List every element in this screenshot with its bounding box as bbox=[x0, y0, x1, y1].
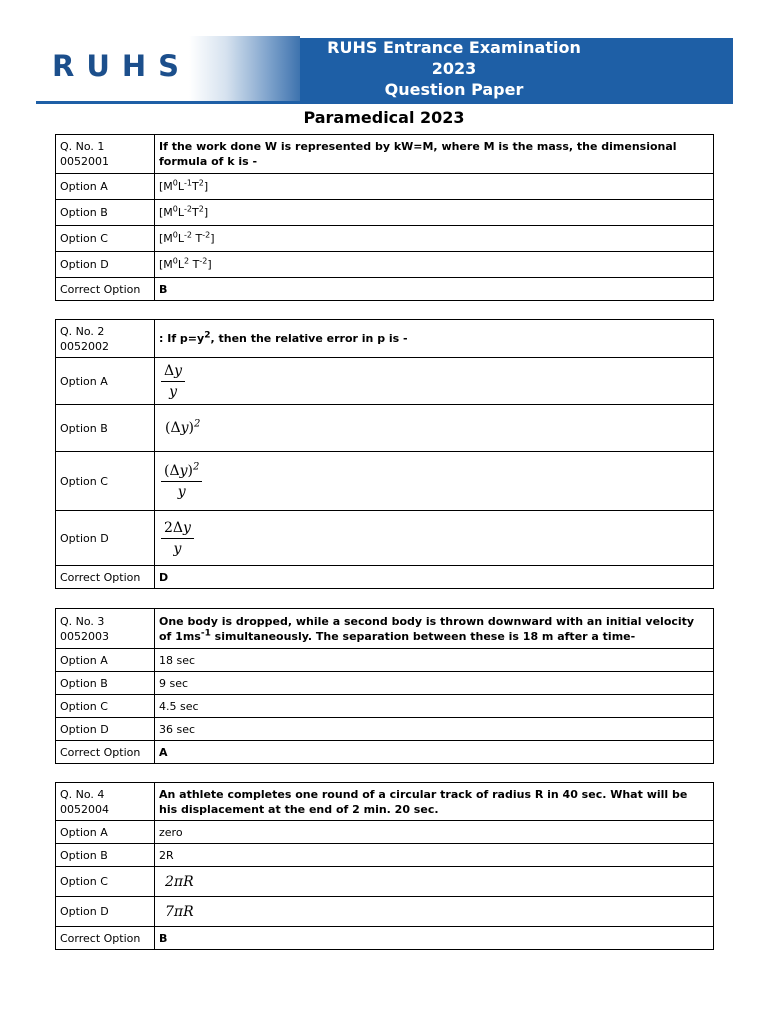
q-no-label: Q. No. bbox=[60, 140, 94, 153]
option-row bbox=[56, 672, 714, 695]
option-row bbox=[56, 452, 714, 511]
exam-title-block bbox=[300, 38, 733, 102]
exam-header bbox=[36, 36, 733, 104]
question-number: 3 bbox=[97, 614, 105, 628]
correct-option-label: Correct Option bbox=[56, 566, 155, 589]
option-row bbox=[56, 511, 714, 566]
option-b-label: Option B bbox=[56, 405, 155, 452]
option-d-value: [$M^0L^2$ $T^{-2}$] bbox=[155, 252, 714, 278]
question-4-table bbox=[55, 782, 714, 950]
correct-option-value: D bbox=[155, 566, 714, 589]
option-d-label: Option D bbox=[56, 718, 155, 741]
q-no-label: Q. No. bbox=[60, 614, 94, 628]
question-number: 2 bbox=[97, 324, 105, 338]
option-c-label: Option C bbox=[56, 226, 155, 252]
exam-title-line1: RUHS Entrance Examination bbox=[327, 38, 581, 57]
correct-option-row bbox=[56, 741, 714, 764]
option-c-value: 4.5 sec bbox=[155, 695, 714, 718]
option-a-label: Option A bbox=[56, 649, 155, 672]
option-row bbox=[56, 405, 714, 452]
option-c-value: [$M^0L^{-2}$ $T^{-2}$] bbox=[155, 226, 714, 252]
option-d-value bbox=[155, 897, 714, 927]
option-row bbox=[56, 718, 714, 741]
question-text: An athlete completes one round of a circular track of radius R in 40 sec. What will be his displacement at the end of 2 min. 20 sec. bbox=[155, 783, 714, 821]
question-1-table bbox=[55, 134, 714, 301]
option-b-label: Option B bbox=[56, 200, 155, 226]
question-text: One body is dropped, while a second body is thrown downward with an initial velocity of $1ms^{-1}$ simultaneously. The separation between these is 18 m after a time- bbox=[155, 609, 714, 649]
paper-title: Paramedical 2023 bbox=[303, 108, 465, 127]
option-b-label: Option B bbox=[56, 844, 155, 867]
correct-option-value: B bbox=[155, 927, 714, 950]
option-d-value: 36 sec bbox=[155, 718, 714, 741]
option-a-value: $[M^0L^{-1}T^2]$ bbox=[155, 174, 714, 200]
option-a-label: Option A bbox=[56, 821, 155, 844]
option-b-value bbox=[155, 405, 714, 452]
question-row bbox=[56, 609, 714, 649]
correct-option-row bbox=[56, 566, 714, 589]
correct-option-value: A bbox=[155, 741, 714, 764]
correct-option-label: Correct Option bbox=[56, 278, 155, 301]
question-row bbox=[56, 783, 714, 821]
option-a-label: Option A bbox=[56, 174, 155, 200]
option-row bbox=[56, 358, 714, 405]
math-2-pi-r: 2πR bbox=[165, 873, 194, 890]
question-number-cell bbox=[56, 609, 155, 649]
exam-title-line3: Question Paper bbox=[384, 80, 524, 99]
correct-option-row bbox=[56, 927, 714, 950]
question-number: 4 bbox=[97, 787, 105, 801]
question-3-table bbox=[55, 608, 714, 764]
question-number-cell bbox=[56, 783, 155, 821]
question-code: 0052002 bbox=[60, 339, 109, 353]
option-row bbox=[56, 695, 714, 718]
option-b-value: $[M^0L^{-2}T^2]$ bbox=[155, 200, 714, 226]
option-b-label: Option B bbox=[56, 672, 155, 695]
fraction-delta-y-over-y: $\frac{\Delta y}{y}$ bbox=[161, 362, 185, 401]
ruhs-logo bbox=[36, 36, 300, 102]
option-c-label: Option C bbox=[56, 695, 155, 718]
fraction-2-delta-y-over-y: $\frac{2\Delta y}{y}$ bbox=[161, 519, 194, 558]
option-row bbox=[56, 821, 714, 844]
option-row bbox=[56, 226, 714, 252]
correct-option-label: Correct Option bbox=[56, 741, 155, 764]
option-c-value bbox=[155, 867, 714, 897]
correct-option-row bbox=[56, 278, 714, 301]
delta-y-squared: $(\Delta y)^2$ bbox=[165, 418, 201, 436]
q-no-label: Q. No. bbox=[60, 787, 94, 801]
option-row bbox=[56, 844, 714, 867]
option-b-value: 2R bbox=[155, 844, 714, 867]
option-row bbox=[56, 252, 714, 278]
option-a-value: zero bbox=[155, 821, 714, 844]
option-d-label: Option D bbox=[56, 897, 155, 927]
question-2-table bbox=[55, 319, 714, 589]
correct-option-value: B bbox=[155, 278, 714, 301]
option-row bbox=[56, 897, 714, 927]
option-c-label: Option C bbox=[56, 867, 155, 897]
option-row bbox=[56, 200, 714, 226]
question-row bbox=[56, 320, 714, 358]
math-7-pi-r: 7πR bbox=[165, 903, 194, 920]
fraction-delta-y-squared-over-y: $\frac{(\Delta y)^2}{y}$ bbox=[161, 462, 202, 501]
option-row bbox=[56, 174, 714, 200]
question-text: : If $p=y^2$, then the relative error in p is - bbox=[155, 320, 714, 358]
option-row bbox=[56, 867, 714, 897]
question-code: 0052001 bbox=[60, 155, 109, 168]
logo-text: RUHS bbox=[52, 49, 192, 83]
correct-option-label: Correct Option bbox=[56, 927, 155, 950]
question-row bbox=[56, 135, 714, 174]
option-d-label: Option D bbox=[56, 252, 155, 278]
option-a-value: 18 sec bbox=[155, 649, 714, 672]
option-c-label: Option C bbox=[56, 452, 155, 511]
header-divider bbox=[36, 101, 733, 104]
option-d-label: Option D bbox=[56, 511, 155, 566]
option-a-value bbox=[155, 358, 714, 405]
question-text: If the work done W is represented by kW=M, where M is the mass, the dimensional formula of k is - bbox=[155, 135, 714, 174]
option-b-value: 9 sec bbox=[155, 672, 714, 695]
option-a-label: Option A bbox=[56, 358, 155, 405]
q-no-label: Q. No. bbox=[60, 324, 94, 338]
question-number-cell bbox=[56, 135, 155, 174]
question-number-cell bbox=[56, 320, 155, 358]
question-code: 0052004 bbox=[60, 802, 109, 816]
question-number: 1 bbox=[97, 140, 105, 153]
question-code: 0052003 bbox=[60, 629, 109, 643]
option-c-value bbox=[155, 452, 714, 511]
option-d-value bbox=[155, 511, 714, 566]
exam-title-year: 2023 bbox=[431, 59, 477, 78]
option-row bbox=[56, 649, 714, 672]
